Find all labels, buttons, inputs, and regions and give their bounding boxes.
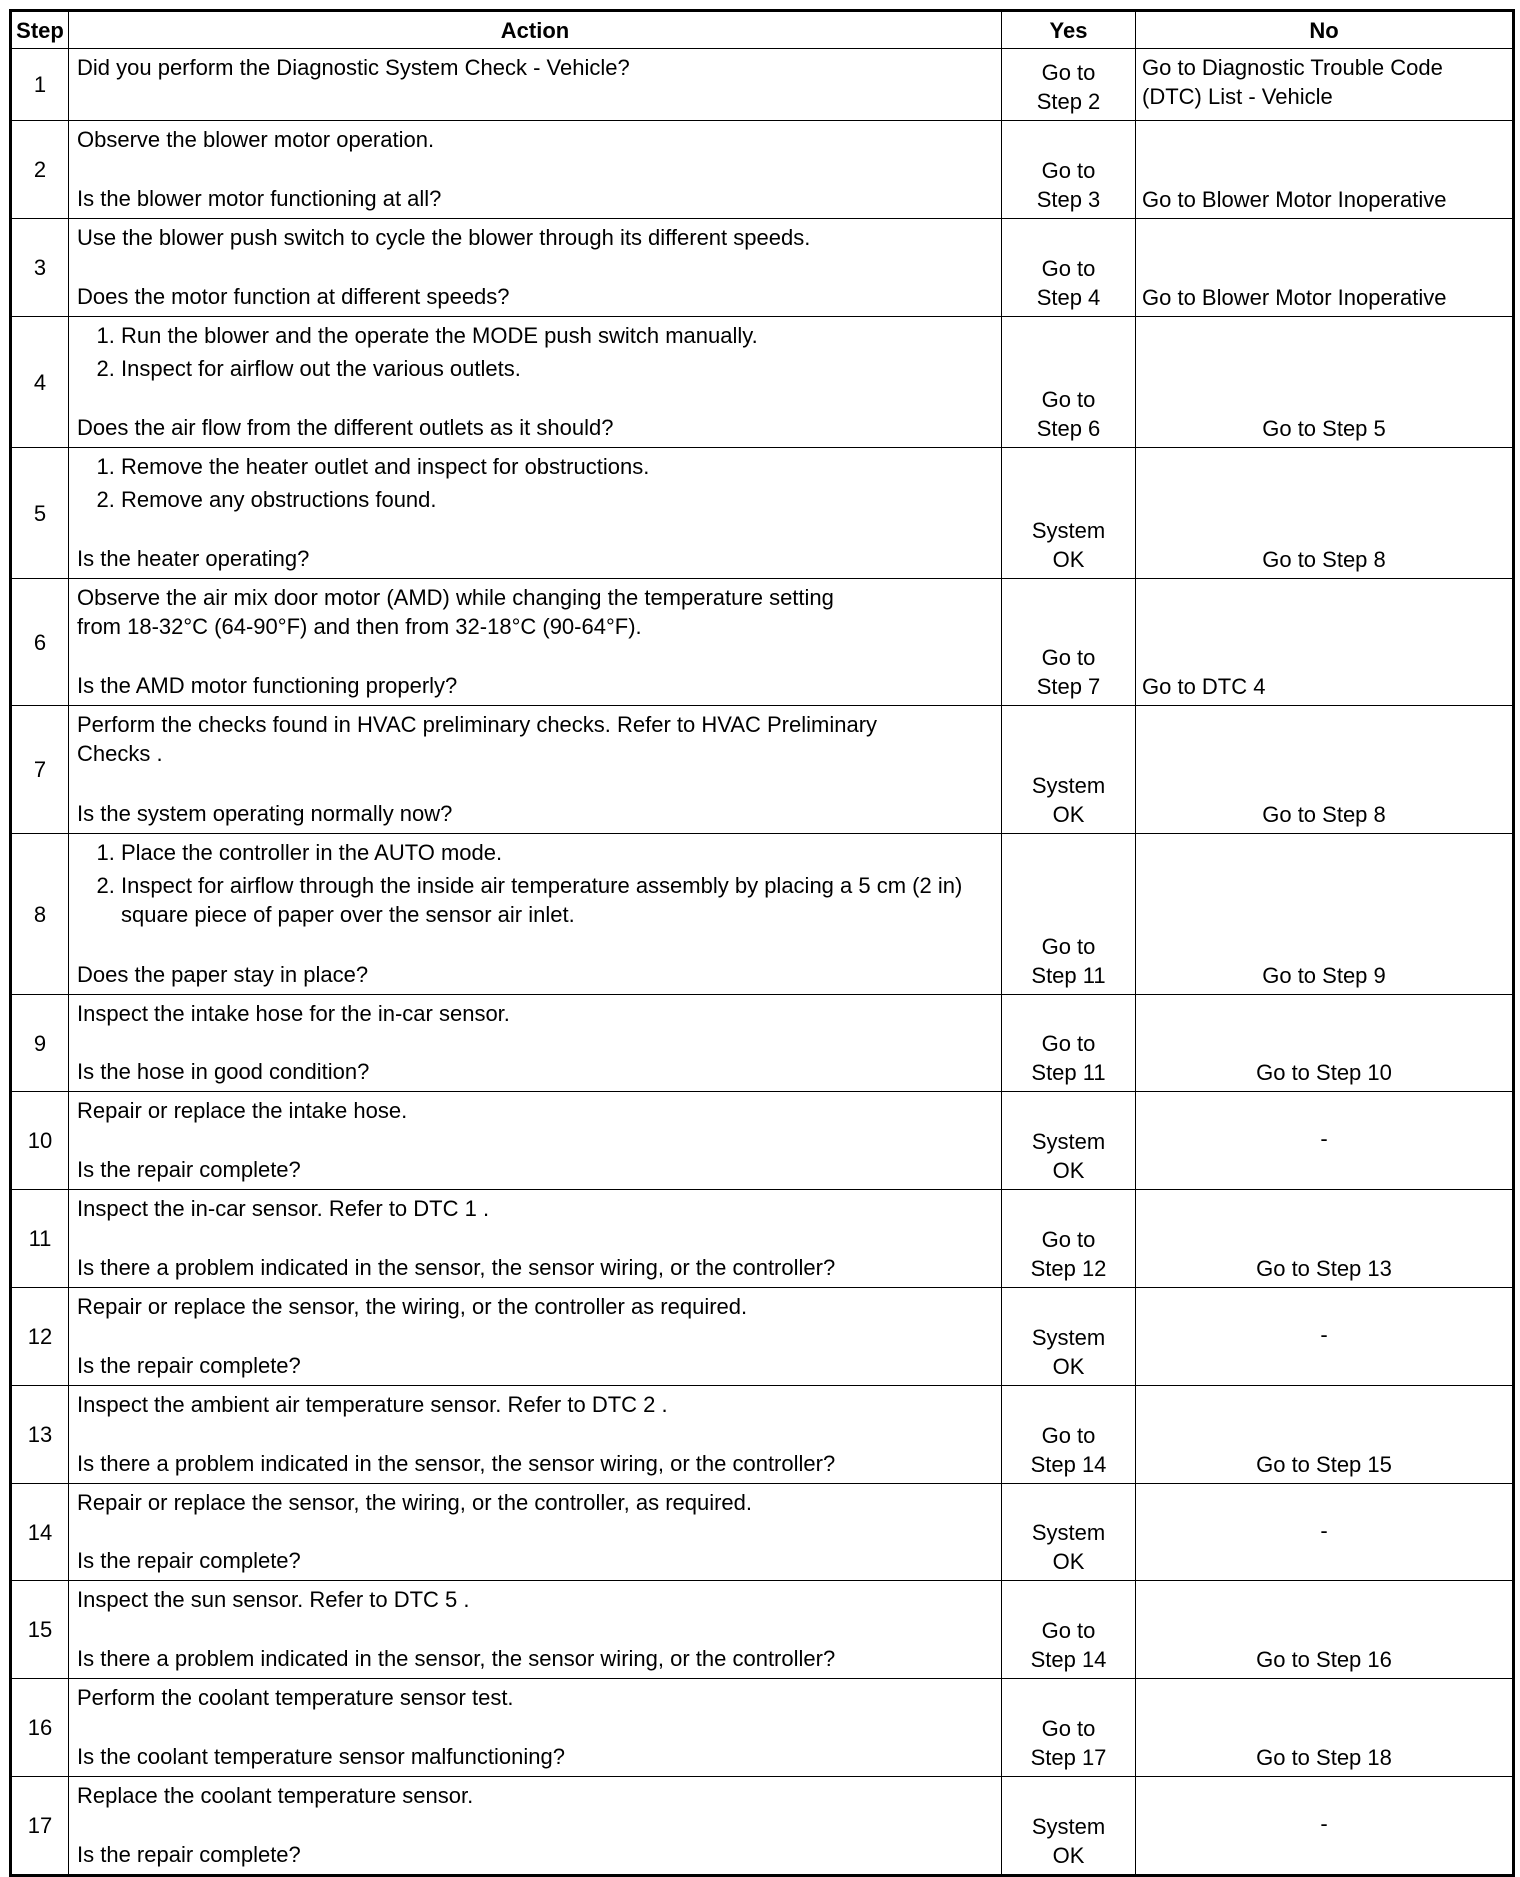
table-row bbox=[11, 1092, 1514, 1190]
yes-action-link: Step 12 bbox=[1030, 1256, 1107, 1281]
action-cell bbox=[69, 1190, 1002, 1288]
instruction-line: Use the blower push switch to cycle the blower through its different speeds. bbox=[77, 225, 811, 250]
action-instructions bbox=[77, 1390, 995, 1419]
action-content bbox=[77, 583, 995, 700]
yes-action-link: Step 6 bbox=[1036, 416, 1101, 441]
no-cell bbox=[1136, 1581, 1514, 1679]
action-cell bbox=[69, 1679, 1002, 1777]
yes-action-link: Go to bbox=[1041, 1716, 1096, 1741]
no-action-link: - bbox=[1320, 1126, 1328, 1151]
table-row bbox=[11, 448, 1514, 579]
no-action-link: Go to Diagnostic Trouble Code bbox=[1142, 55, 1443, 80]
no-cell bbox=[1136, 1484, 1514, 1581]
yes-cell bbox=[1002, 706, 1136, 834]
instruction-line: Repair or replace the sensor, the wiring, or the controller, as required. bbox=[77, 1490, 753, 1515]
yes-cell bbox=[1002, 49, 1136, 121]
yes-action-link: Go to bbox=[1041, 1227, 1096, 1252]
yes-action-link: OK bbox=[1052, 1549, 1085, 1574]
action-content bbox=[77, 1390, 995, 1478]
no-cell bbox=[1136, 121, 1514, 219]
action-instructions bbox=[77, 583, 995, 641]
yes-action-link: Go to bbox=[1041, 645, 1096, 670]
action-content bbox=[77, 1488, 995, 1575]
no-cell bbox=[1136, 834, 1514, 995]
action-question: Is the AMD motor functioning properly? bbox=[77, 673, 458, 698]
header-action: Action bbox=[69, 11, 1002, 49]
step-number: 11 bbox=[11, 1190, 69, 1288]
action-question: Does the motor function at different speeds? bbox=[77, 284, 510, 309]
table-row bbox=[11, 121, 1514, 219]
table-row bbox=[11, 1386, 1514, 1484]
action-question: Is the blower motor functioning at all? bbox=[77, 186, 442, 211]
header-row bbox=[11, 11, 1514, 49]
step-number: 2 bbox=[11, 121, 69, 219]
action-content bbox=[77, 1096, 995, 1184]
no-action-link: Go to Step 18 bbox=[1256, 1745, 1392, 1770]
yes-cell bbox=[1002, 1484, 1136, 1581]
yes-action-link: Go to bbox=[1041, 387, 1096, 412]
no-cell bbox=[1136, 1092, 1514, 1190]
action-content bbox=[77, 223, 995, 311]
instruction-list bbox=[77, 452, 995, 514]
step-number: 3 bbox=[11, 219, 69, 317]
yes-cell bbox=[1002, 1581, 1136, 1679]
instruction-item: 1. Place the controller in the AUTO mode. bbox=[121, 838, 995, 867]
no-cell bbox=[1136, 995, 1514, 1092]
yes-action-link: Go to bbox=[1041, 1031, 1096, 1056]
action-content bbox=[77, 452, 995, 573]
table-row bbox=[11, 317, 1514, 448]
yes-action-link: Step 17 bbox=[1030, 1745, 1107, 1770]
no-cell bbox=[1136, 1777, 1514, 1876]
action-instructions bbox=[77, 53, 995, 82]
action-cell bbox=[69, 706, 1002, 834]
instruction-line: Inspect the ambient air temperature sensor. Refer to DTC 2 . bbox=[77, 1392, 668, 1417]
yes-action-link: OK bbox=[1052, 1843, 1085, 1868]
action-cell bbox=[69, 1581, 1002, 1679]
action-cell bbox=[69, 1777, 1002, 1876]
yes-action-link: System bbox=[1031, 518, 1106, 543]
yes-cell bbox=[1002, 1288, 1136, 1386]
action-content bbox=[77, 838, 995, 989]
action-cell bbox=[69, 49, 1002, 121]
no-action-link: Go to Step 9 bbox=[1262, 963, 1386, 988]
instruction-line: Inspect the intake hose for the in-car sensor. bbox=[77, 1001, 510, 1026]
action-cell bbox=[69, 1288, 1002, 1386]
step-number: 13 bbox=[11, 1386, 69, 1484]
action-content bbox=[77, 999, 995, 1086]
no-action-link: Go to Step 8 bbox=[1262, 802, 1386, 827]
header-step: Step bbox=[11, 11, 69, 49]
table-row bbox=[11, 49, 1514, 121]
yes-action-link: Step 11 bbox=[1031, 1060, 1106, 1085]
instruction-item: 1. Remove the heater outlet and inspect for obstructions. bbox=[121, 452, 995, 481]
yes-action-link: System bbox=[1031, 1129, 1106, 1154]
action-content bbox=[77, 1292, 995, 1380]
action-cell bbox=[69, 219, 1002, 317]
no-action-link: Go to Step 10 bbox=[1256, 1060, 1392, 1085]
instruction-item: 1. Run the blower and the operate the MODE push switch manually. bbox=[121, 321, 995, 350]
table-row bbox=[11, 706, 1514, 834]
action-instructions bbox=[77, 838, 995, 933]
action-question: Is the repair complete? bbox=[77, 1548, 301, 1573]
no-cell bbox=[1136, 317, 1514, 448]
yes-cell bbox=[1002, 317, 1136, 448]
no-cell bbox=[1136, 448, 1514, 579]
no-cell bbox=[1136, 219, 1514, 317]
yes-action-link: Step 2 bbox=[1036, 89, 1101, 114]
instruction-line: Repair or replace the sensor, the wiring, or the controller as required. bbox=[77, 1294, 748, 1319]
yes-action-link: OK bbox=[1052, 1354, 1085, 1379]
header-no: No bbox=[1136, 11, 1514, 49]
no-cell bbox=[1136, 1386, 1514, 1484]
instruction-line: from 18-32°C (64-90°F) and then from 32-18°C (90-64°F). bbox=[77, 614, 642, 639]
action-question: Is the repair complete? bbox=[77, 1353, 301, 1378]
action-question: Is there a problem indicated in the sensor, the sensor wiring, or the controller? bbox=[77, 1255, 836, 1280]
yes-cell bbox=[1002, 1386, 1136, 1484]
step-number: 9 bbox=[11, 995, 69, 1092]
action-instructions bbox=[77, 710, 995, 768]
no-cell bbox=[1136, 1190, 1514, 1288]
action-question: Is there a problem indicated in the sensor, the sensor wiring, or the controller? bbox=[77, 1646, 836, 1671]
instruction-line: Perform the coolant temperature sensor test. bbox=[77, 1685, 514, 1710]
yes-cell bbox=[1002, 1092, 1136, 1190]
step-number: 15 bbox=[11, 1581, 69, 1679]
yes-cell bbox=[1002, 1679, 1136, 1777]
yes-cell bbox=[1002, 579, 1136, 706]
action-cell bbox=[69, 317, 1002, 448]
table-row bbox=[11, 1679, 1514, 1777]
instruction-line: Inspect the sun sensor. Refer to DTC 5 . bbox=[77, 1587, 470, 1612]
no-action-link: Go to Step 5 bbox=[1262, 416, 1386, 441]
action-instructions bbox=[77, 1096, 995, 1125]
step-number: 10 bbox=[11, 1092, 69, 1190]
action-content bbox=[77, 1194, 995, 1282]
no-action-link: Go to DTC 4 bbox=[1142, 674, 1266, 699]
table-row bbox=[11, 1288, 1514, 1386]
action-question: Is the heater operating? bbox=[77, 546, 310, 571]
yes-action-link: Go to bbox=[1041, 1423, 1096, 1448]
yes-action-link: System bbox=[1031, 1814, 1106, 1839]
yes-cell bbox=[1002, 834, 1136, 995]
action-content bbox=[77, 1585, 995, 1673]
header-yes: Yes bbox=[1002, 11, 1136, 49]
yes-action-link: Step 11 bbox=[1031, 963, 1106, 988]
instruction-line: Observe the blower motor operation. bbox=[77, 127, 435, 152]
no-cell bbox=[1136, 1288, 1514, 1386]
action-instructions bbox=[77, 999, 995, 1028]
instruction-line: Replace the coolant temperature sensor. bbox=[77, 1783, 474, 1808]
yes-action-link: Step 14 bbox=[1030, 1452, 1107, 1477]
yes-cell bbox=[1002, 995, 1136, 1092]
action-instructions bbox=[77, 452, 995, 518]
no-action-link: - bbox=[1320, 1322, 1328, 1347]
no-action-link: - bbox=[1320, 1811, 1328, 1836]
instruction-line: Inspect the in-car sensor. Refer to DTC 1 . bbox=[77, 1196, 490, 1221]
yes-action-link: Step 14 bbox=[1030, 1647, 1107, 1672]
yes-action-link: Go to bbox=[1041, 158, 1096, 183]
yes-action-link: Go to bbox=[1041, 256, 1096, 281]
action-cell bbox=[69, 579, 1002, 706]
action-instructions bbox=[77, 1292, 995, 1321]
yes-action-link: Go to bbox=[1041, 1618, 1096, 1643]
instruction-line: Repair or replace the intake hose. bbox=[77, 1098, 408, 1123]
yes-action-link: Step 7 bbox=[1036, 674, 1101, 699]
table-body bbox=[11, 49, 1514, 1876]
yes-action-link: System bbox=[1031, 773, 1106, 798]
step-number: 1 bbox=[11, 49, 69, 121]
step-number: 12 bbox=[11, 1288, 69, 1386]
action-cell bbox=[69, 1092, 1002, 1190]
action-instructions bbox=[77, 223, 995, 252]
yes-cell bbox=[1002, 121, 1136, 219]
no-action-link: (DTC) List - Vehicle bbox=[1142, 84, 1333, 109]
action-content bbox=[77, 1781, 995, 1869]
action-question: Does the air flow from the different outlets as it should? bbox=[77, 415, 614, 440]
yes-action-link: OK bbox=[1052, 1158, 1085, 1183]
yes-cell bbox=[1002, 448, 1136, 579]
table-row bbox=[11, 1581, 1514, 1679]
yes-action-link: System bbox=[1031, 1325, 1106, 1350]
action-instructions bbox=[77, 1194, 995, 1223]
action-cell bbox=[69, 1386, 1002, 1484]
no-action-link: Go to Blower Motor Inoperative bbox=[1142, 187, 1447, 212]
action-question: Does the paper stay in place? bbox=[77, 962, 369, 987]
action-cell bbox=[69, 1484, 1002, 1581]
no-cell bbox=[1136, 1679, 1514, 1777]
action-content bbox=[77, 321, 995, 442]
step-number: 6 bbox=[11, 579, 69, 706]
no-action-link: Go to Step 13 bbox=[1256, 1256, 1392, 1281]
table-row bbox=[11, 1190, 1514, 1288]
table-row bbox=[11, 219, 1514, 317]
action-content bbox=[77, 710, 995, 828]
instruction-list bbox=[77, 838, 995, 929]
no-action-link: Go to Step 16 bbox=[1256, 1647, 1392, 1672]
instruction-item: 2. Inspect for airflow through the inside air temperature assembly by placing a 5 cm (2 in) square piece of paper over the sensor air inlet. bbox=[121, 871, 995, 929]
table-row bbox=[11, 1777, 1514, 1876]
action-instructions bbox=[77, 1781, 995, 1810]
no-cell bbox=[1136, 49, 1514, 121]
yes-action-link: OK bbox=[1052, 547, 1085, 572]
step-number: 8 bbox=[11, 834, 69, 995]
action-cell bbox=[69, 834, 1002, 995]
instruction-line: Checks . bbox=[77, 741, 163, 766]
yes-cell bbox=[1002, 219, 1136, 317]
yes-action-link: Step 3 bbox=[1036, 187, 1101, 212]
action-question: Is the hose in good condition? bbox=[77, 1059, 370, 1084]
yes-action-link: System bbox=[1031, 1520, 1106, 1545]
diagnostic-table bbox=[9, 9, 1515, 1877]
action-question: Is there a problem indicated in the sensor, the sensor wiring, or the controller? bbox=[77, 1451, 836, 1476]
action-cell bbox=[69, 448, 1002, 579]
step-number: 16 bbox=[11, 1679, 69, 1777]
action-question: Is the system operating normally now? bbox=[77, 801, 453, 826]
no-action-link: Go to Blower Motor Inoperative bbox=[1142, 285, 1447, 310]
table-row bbox=[11, 834, 1514, 995]
action-instructions bbox=[77, 1683, 995, 1712]
action-instructions bbox=[77, 125, 995, 154]
instruction-list bbox=[77, 321, 995, 383]
action-question: Is the coolant temperature sensor malfunctioning? bbox=[77, 1744, 565, 1769]
action-instructions bbox=[77, 1488, 995, 1517]
no-action-link: - bbox=[1320, 1517, 1328, 1543]
action-question: Is the repair complete? bbox=[77, 1157, 301, 1182]
step-number: 5 bbox=[11, 448, 69, 579]
instruction-item: 2. Remove any obstructions found. bbox=[121, 485, 995, 514]
action-instructions bbox=[77, 1585, 995, 1614]
table-row bbox=[11, 995, 1514, 1092]
instruction-item: 2. Inspect for airflow out the various outlets. bbox=[121, 354, 995, 383]
no-cell bbox=[1136, 706, 1514, 834]
table-row bbox=[11, 1484, 1514, 1581]
yes-action-link: Step 4 bbox=[1036, 285, 1101, 310]
action-content bbox=[77, 1683, 995, 1771]
step-number: 14 bbox=[11, 1484, 69, 1581]
no-action-link: Go to Step 8 bbox=[1262, 547, 1386, 572]
action-cell bbox=[69, 121, 1002, 219]
no-action-link: Go to Step 15 bbox=[1256, 1452, 1392, 1477]
action-content bbox=[77, 53, 995, 115]
yes-action-link: OK bbox=[1052, 802, 1085, 827]
no-cell bbox=[1136, 579, 1514, 706]
step-number: 7 bbox=[11, 706, 69, 834]
action-instructions bbox=[77, 321, 995, 387]
yes-cell bbox=[1002, 1777, 1136, 1876]
instruction-line: Did you perform the Diagnostic System Check - Vehicle? bbox=[77, 55, 630, 80]
action-content bbox=[77, 125, 995, 213]
yes-action-link: Go to bbox=[1041, 934, 1096, 959]
step-number: 4 bbox=[11, 317, 69, 448]
step-number: 17 bbox=[11, 1777, 69, 1876]
yes-cell bbox=[1002, 1190, 1136, 1288]
table-row bbox=[11, 579, 1514, 706]
yes-action-link: Go to bbox=[1041, 60, 1096, 85]
instruction-line: Perform the checks found in HVAC preliminary checks. Refer to HVAC Preliminary bbox=[77, 712, 878, 737]
action-cell bbox=[69, 995, 1002, 1092]
instruction-line: Observe the air mix door motor (AMD) while changing the temperature setting bbox=[77, 585, 834, 610]
action-question: Is the repair complete? bbox=[77, 1842, 301, 1867]
